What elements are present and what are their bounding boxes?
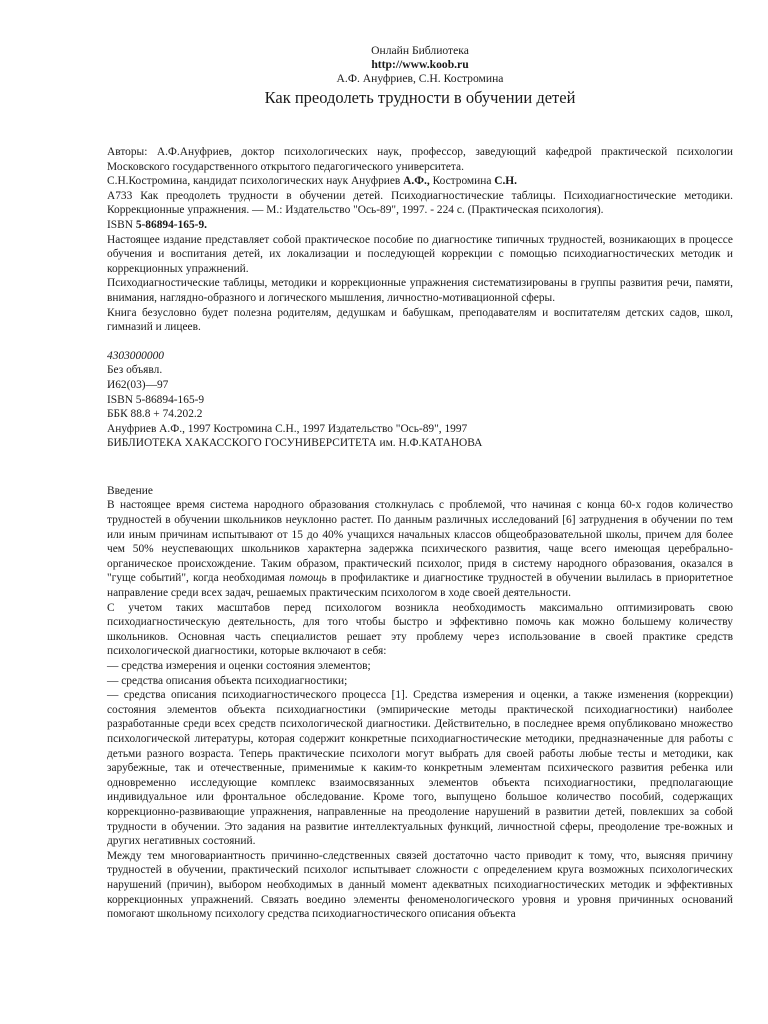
imprint-line: И62(03)—97 bbox=[107, 378, 169, 391]
library-stamp-line: БИБЛИОТЕКА ХАКАССКОГО ГОСУНИВЕРСИТЕТА им. Н.Ф.КАТАНОВА bbox=[107, 437, 483, 450]
body-paragraph-2: С учетом таких масштабов перед психологом возникла необходимость максимально оптимизировать свою психодиагностическую деятельность, для того чтобы быстро и эффективно помочь как можно большему количеству школьников. Основная часть специалистов решает эту проблему через использование в своей практике средств психологической диагностики, которые включают в себя: bbox=[107, 601, 733, 658]
authors-info: Авторы: А.Ф.Ануфриев, доктор психологических наук, профессор, заведующий кафедрой практической психологии Московского государственного открытого педагогического университета. bbox=[107, 146, 733, 173]
imprint-line: ББК 88.8 + 74.202.2 bbox=[107, 408, 203, 421]
imprint-line: ISBN 5-86894-165-9 bbox=[107, 393, 205, 406]
imprint-line: Без объявл. bbox=[107, 364, 163, 377]
list-item: — средства описания объекта психодиагностики; bbox=[107, 674, 348, 687]
body-paragraph-1: В настоящее время система народного образования столкнулась с проблемой, что начиная с конца 60-х годов количество трудностей в обучении школьников неуклонно растет. По данным различных исследований [6] затруднения в обучении по тем или иным причинам испытывают от 15 до 40% учащихся начальных классов общеобразовательной школы, причем для более чем 50% неуспевающих школьников характерна задержка психического развития, чаще всего имеющая церебрально-органическое происхождение. Таким образом, практический психолог, придя в систему народного образования, оказался в "гуще событий", когда необходимая помощь в профилактике и диагностике трудностей в обучении вылилась в приоритетное направление среди всех задач, решаемых практическим психологом в ходе своей деятельности. bbox=[107, 499, 733, 600]
body-paragraph-3: — средства описания психодиагностического процесса [1]. Средства измерения и оценки, а также изменения (коррекции) состояния элементов объекта психодиагностики (эмпирические методы практической психодиагностики) наиболее разработанные среди всех средств психологической диагностики. Действительно, в последнее время опубликовано множество психологической литературы, которая содержит конкретные психодиагностические методики, предназначенные для работы с детьми разного возраста. Теперь практические психологи могут выбрать для своей работы любые тесты и методики, как зарубежные, так и отечественные, применимые к каким-то конкретным элементам психического развития ребенка или одновременно исследующие комплекс взаимосвязанных элементов объекта психодиагностики, предполагающие индивидуальное или фронтальное обследование. Кроме того, выпущено большое количество пособий, содержащих коррекционно-развивающие упражнения, направленные на преодоление нарушений в развитии детей, повлекших за собой трудности в обучении. Это задания на развитие интеллектуальных функций, личностной сферы, преодоление тре-вожных и других негативных состояний. bbox=[107, 689, 733, 848]
bibliographic-record: А733 Как преодолеть трудности в обучении детей. Психодиагностические таблицы. Психодиагностические методики. Коррекционные упражнения. — М.: Издательство "Ось-89", 1997. - 224 с. (Практическая психология). bbox=[107, 189, 733, 217]
book-title: Как преодолеть трудности в обучении детей bbox=[264, 88, 576, 107]
annotation-paragraph-3: Книга безусловно будет полезна родителям, дедушкам и бабушкам, преподавателям и воспитателям детских садов, школ, гимназий и лицеев. bbox=[107, 306, 733, 334]
list-item: — средства измерения и оценки состояния элементов; bbox=[107, 660, 371, 672]
annotation-paragraph-2: Психодиагностические таблицы, методики и коррекционные упражнения систематизированы в группы развития речи, памяти, внимания, наглядно-образного и логического мышления, личностно-мотивационной сферы. bbox=[107, 277, 733, 304]
author2-info: С.Н.Костромина, кандидат психологических наук Ануфриев А.Ф., Костромина С.Н. bbox=[107, 175, 518, 188]
library-name: Онлайн Библиотека bbox=[371, 44, 469, 57]
authors-line: А.Ф. Ануфриев, С.Н. Костромина bbox=[336, 72, 504, 85]
document-page bbox=[107, 44, 733, 922]
library-url[interactable]: http://www.koob.ru bbox=[371, 58, 469, 71]
body-paragraph-4: Между тем многовариантность причинно-следственных связей достаточно часто приводит к тому, что, выясняя причину трудностей в обучении, практический психолог испытывает сложности с определением круга возможных психологических нарушений (причин), выбором необходимых в данный момент адекватных психодиагностических методик и эффективных коррекционных упражнений. Связать воедино элементы феноменологического уровня и уровня причинных оснований помогают школьному психологу средства психодиагностического описания объекта bbox=[107, 849, 733, 921]
isbn-line: ISBN 5-86894-165-9. bbox=[107, 218, 207, 231]
imprint-code: 4303000000 bbox=[107, 349, 164, 362]
annotation-paragraph-1: Настоящее издание представляет собой практическое пособие по диагностике типичных трудностей, возникающих в процессе обучения и воспитания детей, их локализации и последующей коррекции с помощью психодиагностических методик и коррекционных упражнений. bbox=[107, 233, 733, 275]
copyright-line: Ануфриев А.Ф., 1997 Костромина С.Н., 1997 Издательство "Ось-89", 1997 bbox=[107, 422, 468, 435]
section-heading: Введение bbox=[107, 484, 153, 497]
